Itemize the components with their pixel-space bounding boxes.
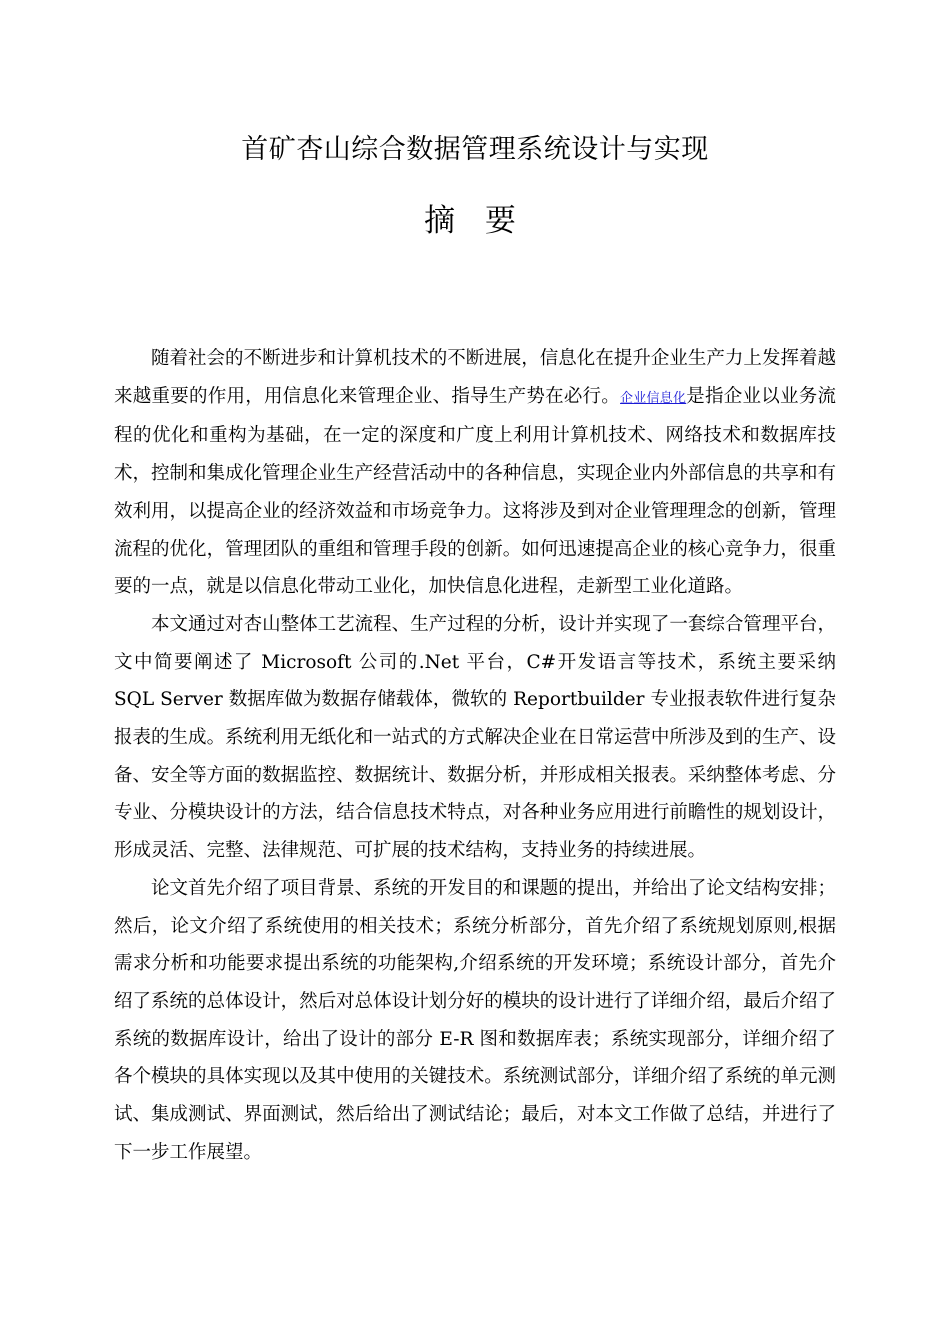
abstract-heading: 摘 要 (424, 203, 526, 239)
abstract-paragraph-2: 本文通过对杏山整体工艺流程、生产过程的分析，设计并实现了一套综合管理平台，文中简要阐述了 Microsoft 公司的.Net 平台，C#开发语言等技术，系统主要采纳 SQL Server 数据库做为数据存储载体，微软的 Reportbuilder 专业报表软件进行复杂报表的生成。系统利用无纸化和一站式的方式解决企业在日常运营中所涉及到的生产、设备、安全等方面的数据监控、数据统计、数据分析，并形成相关报表。采纳整体考虑、分专业、分模块设计的方法，结合信息技术特点，对各种业务应用进行前瞻性的规划设计，形成灵活、完整、法律规范、可扩展的技术结构，支持业务的持续进展。 (114, 613, 836, 862)
document-title: 首矿杏山综合数据管理系统设计与实现 (241, 134, 709, 165)
abstract-body (114, 340, 836, 1171)
paragraph-1-text-start: 随着社会的不断进步和计算机技术的不断进展，信息化在提升企业生产力上发挥着越来越重要的作用，用信息化来管理企业、指导生产势在必行。 (114, 348, 836, 407)
abstract-paragraph-3: 论文首先介绍了项目背景、系统的开发目的和课题的提出，并给出了论文结构安排；然后，论文介绍了系统使用的相关技术；系统分析部分，首先介绍了系统规划原则,根据需求分析和功能要求提出系统的功能架构,介绍系统的开发环境；系统设计部分，首先介绍了系统的总体设计，然后对总体设计划分好的模块的设计进行了详细介绍，最后介绍了系统的数据库设计，给出了设计的部分 E-R 图和数据库表；系统实现部分，详细介绍了各个模块的具体实现以及其中使用的关键技术。系统测试部分，详细介绍了系统的单元测试、集成测试、界面测试，然后给出了测试结论；最后，对本文工作做了总结，并进行了下一步工作展望。 (114, 877, 836, 1163)
paragraph-1-text-end: 是指企业以业务流程的优化和重构为基础，在一定的深度和广度上利用计算机技术、网络技术和数据库技术，控制和集成化管理企业生产经营活动中的各种信息，实现企业内外部信息的共享和有效利用，以提高企业的经济效益和市场竞争力。这将涉及到对企业管理理念的创新，管理流程的优化，管理团队的重组和管理手段的创新。如何迅速提高企业的核心竞争力，很重要的一点，就是以信息化带动工业化，加快信息化进程，走新型工业化道路。 (114, 385, 836, 598)
abstract-paragraph-1 (114, 340, 836, 606)
enterprise-informatization-link[interactable]: 企业信息化 (620, 390, 687, 406)
